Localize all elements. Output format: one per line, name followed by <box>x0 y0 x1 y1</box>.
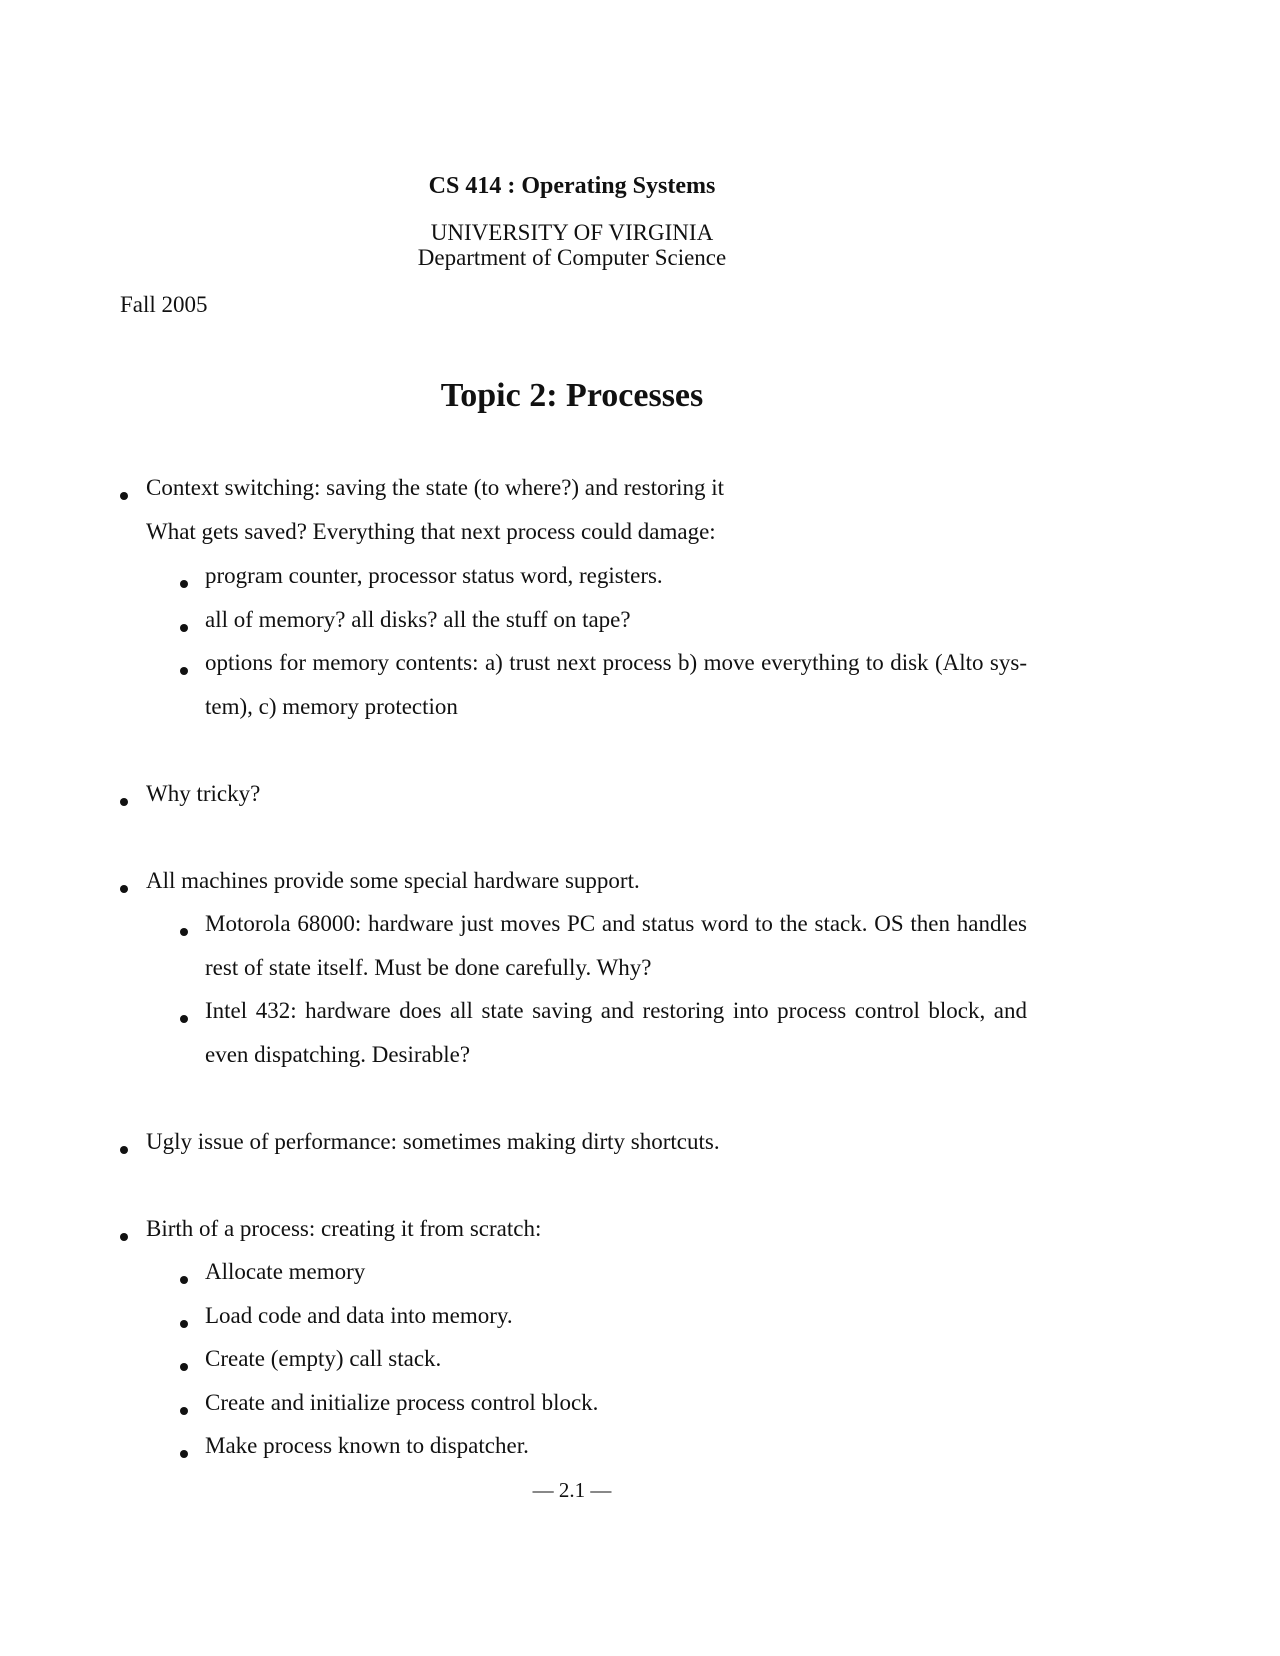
hardware-support-item: All machines provide some special hardware support. <box>146 868 640 893</box>
bullet-icon <box>180 667 188 675</box>
saved-state-subitem: program counter, processor status word, registers. <box>205 563 663 588</box>
memory-disks-subitem: all of memory? all disks? all the stuff on tape? <box>205 607 631 632</box>
bullet-icon <box>120 798 128 806</box>
bullet-icon <box>180 1276 188 1284</box>
university-name: UNIVERSITY OF VIRGINIA <box>430 220 714 245</box>
bullet-icon <box>180 580 188 588</box>
course-title: CS 414 : Operating Systems <box>428 173 716 199</box>
birth-subitem: Create (empty) call stack. <box>205 1346 442 1371</box>
bullet-icon <box>120 885 128 893</box>
memory-options-subitem: options for memory contents: a) trust next process b) move everything to disk (Alto sys- <box>205 650 1027 675</box>
department-name: Department of Computer Science <box>417 245 727 270</box>
bullet-icon <box>180 1450 188 1458</box>
bullet-icon <box>180 928 188 936</box>
bullet-icon <box>180 624 188 632</box>
bullet-icon <box>120 492 128 500</box>
bullet-icon <box>180 1407 188 1415</box>
context-switching-followup: What gets saved? Everything that next process could damage: <box>146 519 716 544</box>
bullet-icon <box>180 1363 188 1371</box>
birth-subitem: Allocate memory <box>205 1259 366 1284</box>
bullet-icon <box>180 1015 188 1023</box>
motorola-subitem: Motorola 68000: hardware just moves PC and status word to the stack. OS then handles <box>205 911 1027 936</box>
birth-subitem: Create and initialize process control block. <box>205 1390 599 1415</box>
birth-subitem: Make process known to dispatcher. <box>205 1433 529 1458</box>
birth-subitem: Load code and data into memory. <box>205 1303 513 1328</box>
memory-options-continuation: tem), c) memory protection <box>205 694 458 719</box>
bullet-icon <box>120 1233 128 1241</box>
bullet-icon <box>120 1146 128 1154</box>
performance-item: Ugly issue of performance: sometimes making dirty shortcuts. <box>146 1129 720 1154</box>
term-label: Fall 2005 <box>120 292 208 317</box>
motorola-continuation: rest of state itself. Must be done carefully. Why? <box>205 955 652 980</box>
intel-subitem: Intel 432: hardware does all state saving and restoring into process control block, and <box>205 998 1027 1023</box>
birth-item: Birth of a process: creating it from scratch: <box>146 1216 542 1241</box>
bullet-icon <box>180 1320 188 1328</box>
why-tricky-item: Why tricky? <box>146 781 261 806</box>
page-number: — 2.1 — <box>532 1478 612 1502</box>
context-switching-item: Context switching: saving the state (to where?) and restoring it <box>146 475 725 500</box>
page-title: Topic 2: Processes <box>440 377 704 414</box>
intel-continuation: even dispatching. Desirable? <box>205 1042 471 1067</box>
